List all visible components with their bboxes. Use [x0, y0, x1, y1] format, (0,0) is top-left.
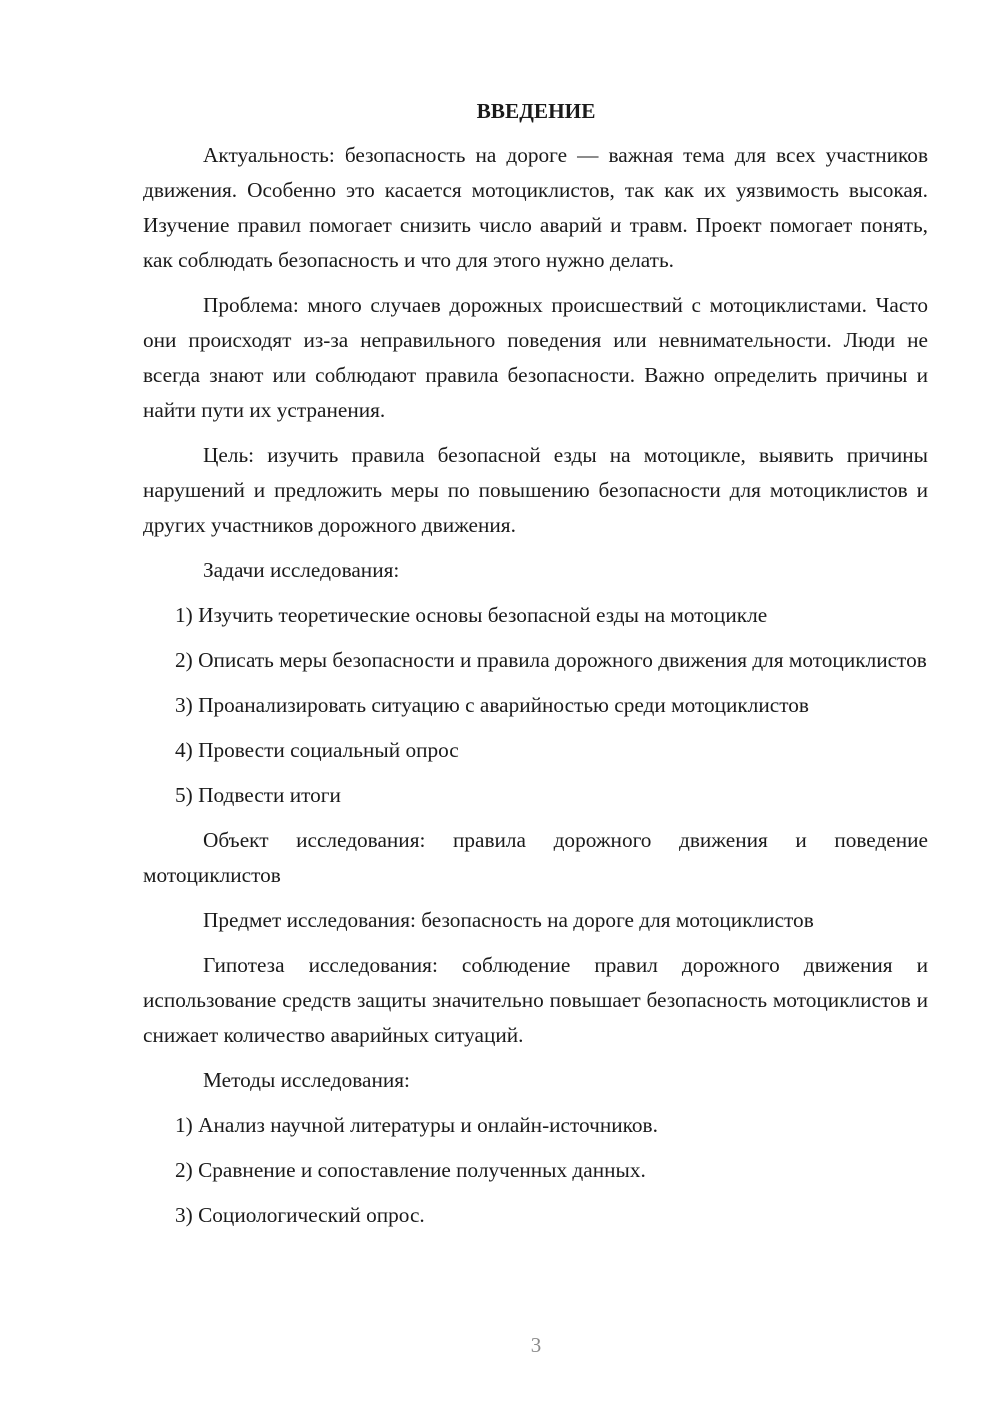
paragraph-goal: Цель: изучить правила безопасной езды на мотоцикле, выявить причины нарушений и предложить меры по повышению безопасности для мотоциклистов и других участников дорожного движения. [143, 443, 928, 537]
section-title: ВВЕДЕНИЕ [476, 99, 596, 123]
methods-heading: Методы исследования: [203, 1068, 410, 1092]
task-item: 4) Провести социальный опрос [175, 738, 459, 762]
paragraph-problem: Проблема: много случаев дорожных происшествий с мотоциклистами. Часто они происходят из-за неправильного поведения или невнимательности. Люди не всегда знают или соблюдают правила безопасности. Важно определить причины и найти пути их устранения. [143, 293, 928, 422]
method-item: 1) Анализ научной литературы и онлайн-источников. [175, 1113, 658, 1137]
page-content [143, 96, 928, 1243]
method-item: 2) Сравнение и сопоставление полученных данных. [175, 1158, 646, 1182]
tasks-heading: Задачи исследования: [203, 558, 400, 582]
paragraph-hypothesis: Гипотеза исследования: соблюдение правил дорожного движения и использование средств защиты значительно повышает безопасность мотоциклистов и снижает количество аварийных ситуаций. [143, 953, 928, 1047]
paragraph-relevance: Актуальность: безопасность на дороге — важная тема для всех участников движения. Особенно это касается мотоциклистов, так как их уязвимость высокая. Изучение правил помогает снизить число аварий и травм. Проект помогает понять, как соблюдать безопасность и что для этого нужно делать. [143, 143, 928, 272]
method-item: 3) Социологический опрос. [175, 1203, 425, 1227]
page-number: 3 [530, 1333, 542, 1357]
task-item: 5) Подвести итоги [175, 783, 341, 807]
task-item: 2) Описать меры безопасности и правила дорожного движения для мотоциклистов [175, 648, 927, 672]
paragraph-subject: Предмет исследования: безопасность на дороге для мотоциклистов [203, 908, 814, 932]
task-item: 3) Проанализировать ситуацию с аварийностью среди мотоциклистов [175, 693, 809, 717]
task-item: 1) Изучить теоретические основы безопасной езды на мотоцикле [175, 603, 768, 627]
paragraph-object: Объект исследования: правила дорожного движения и поведение мотоциклистов [143, 828, 928, 887]
